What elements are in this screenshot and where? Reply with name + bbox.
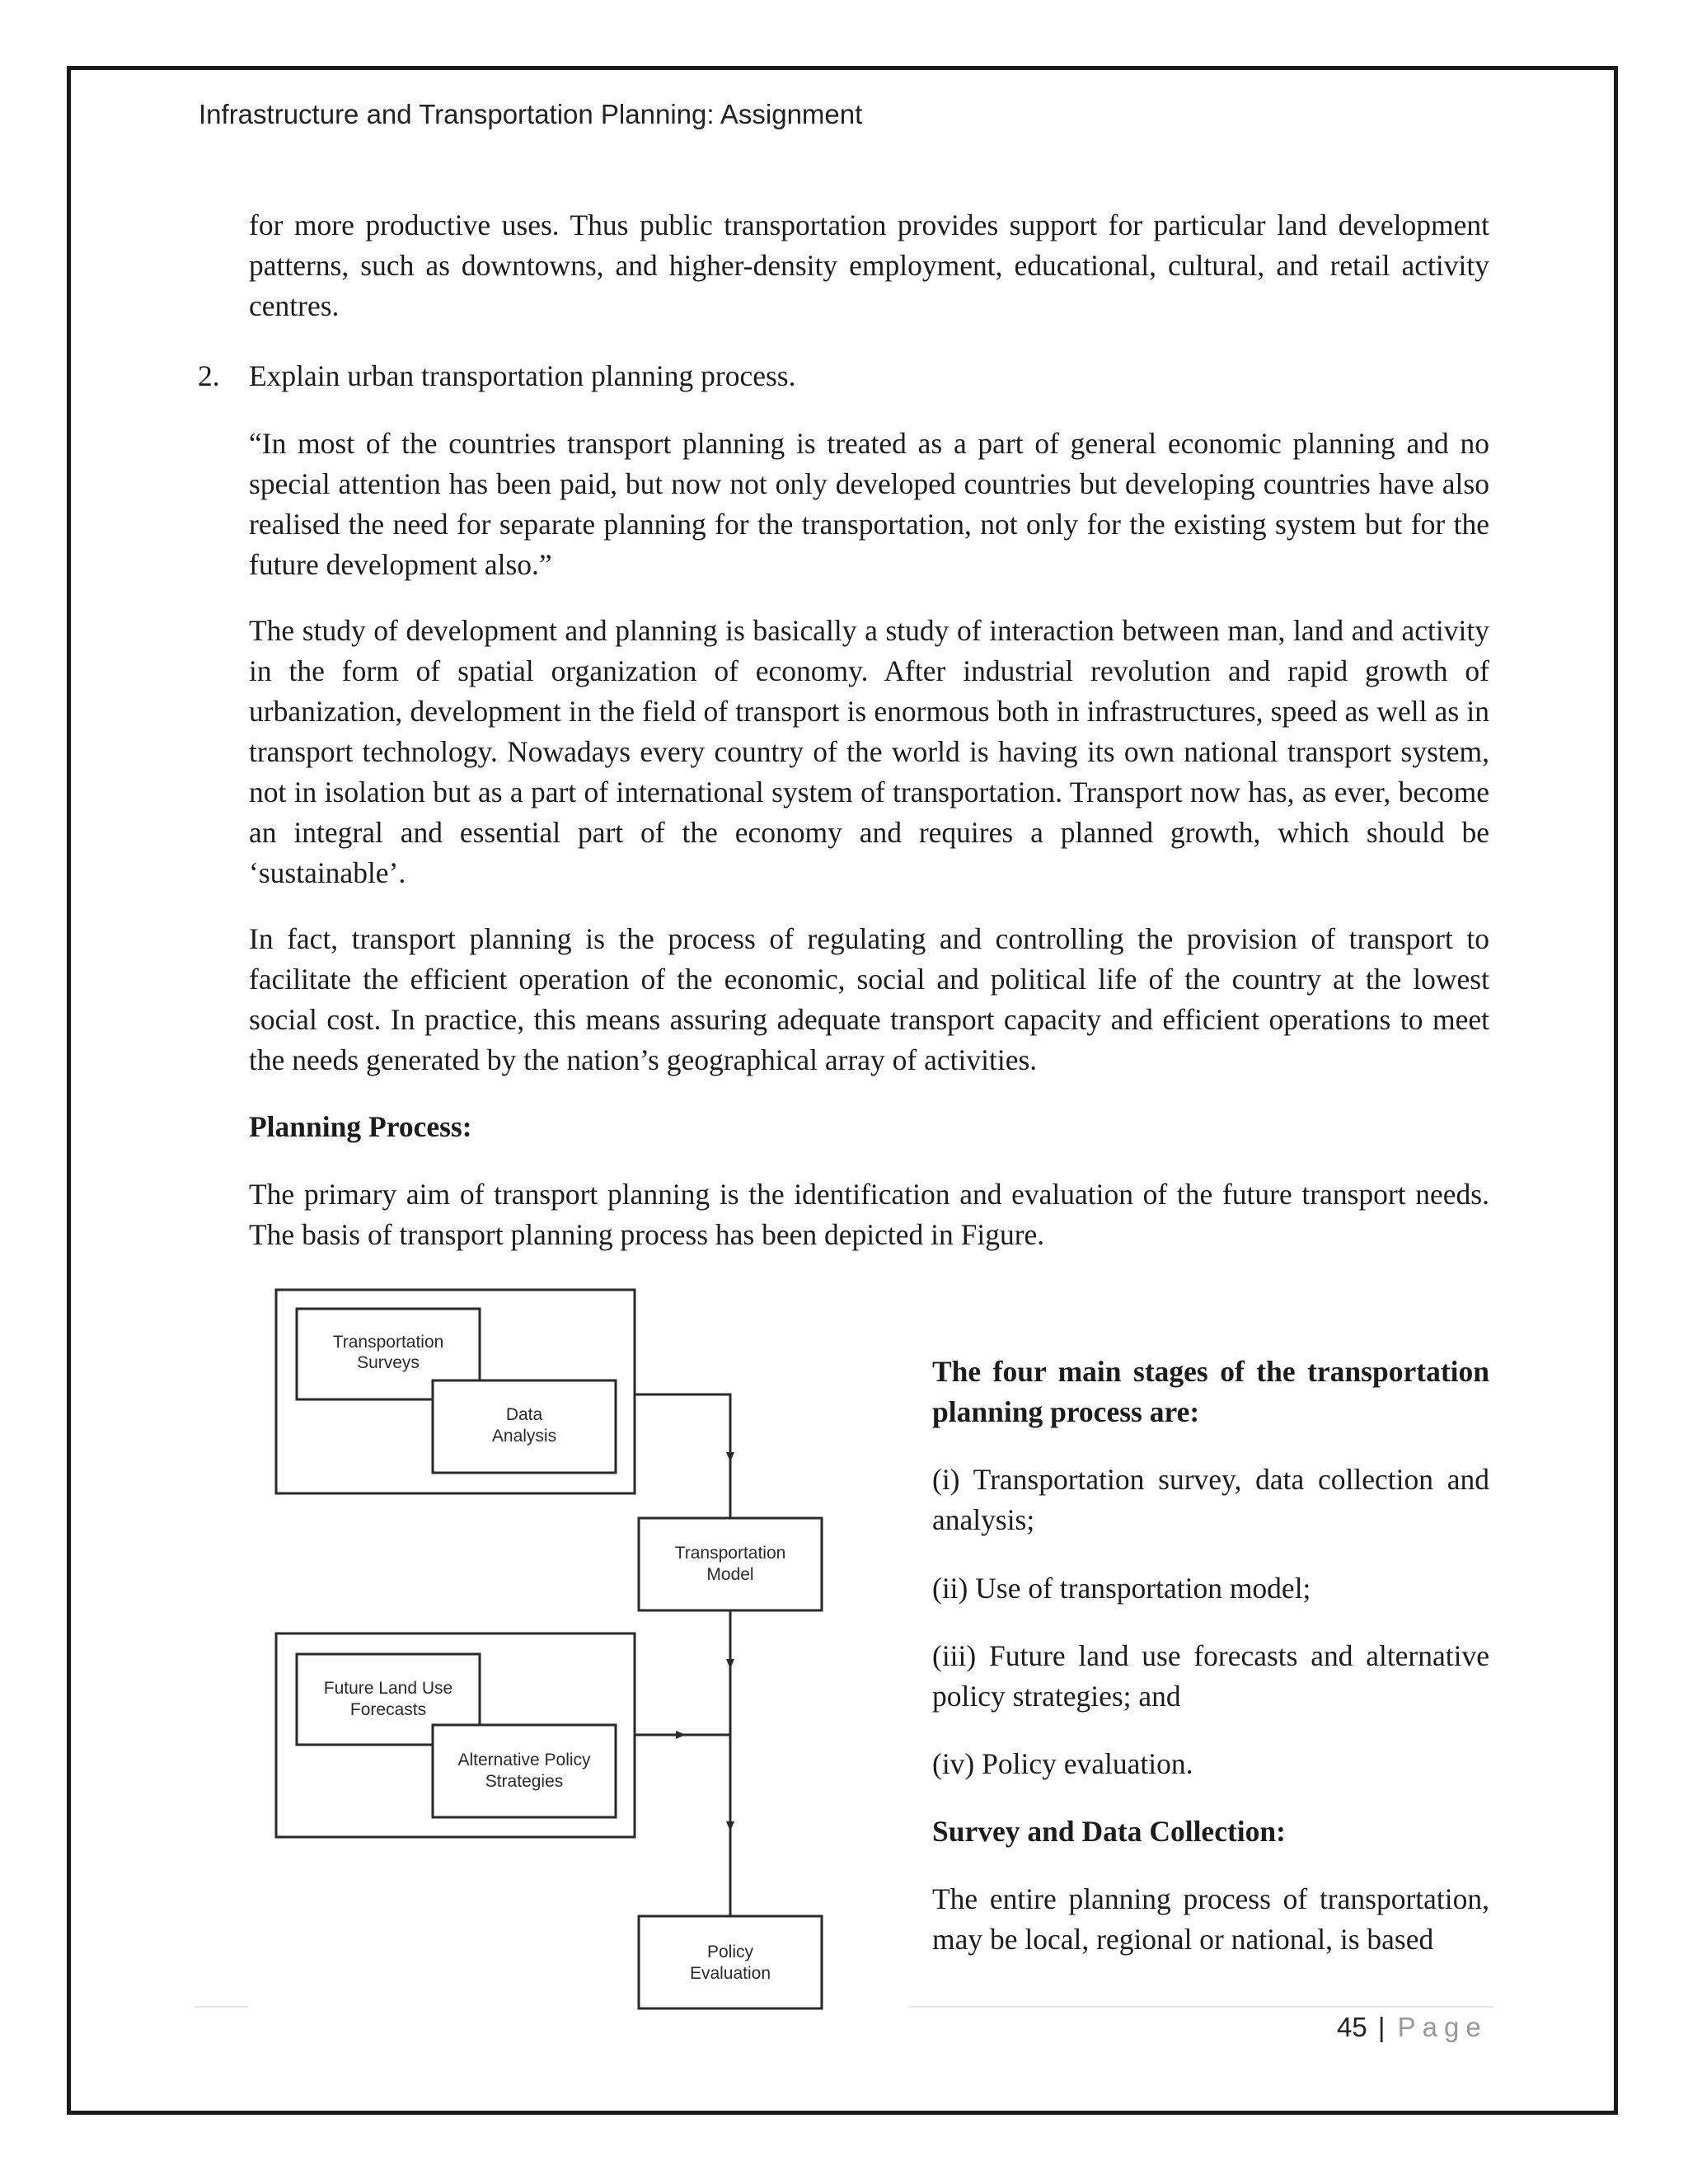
study-paragraph: The study of development and planning is basically a study of interaction between man, land and activity in the form of spatial organization of economy. After industrial revolution and rapid growth of urbanization, development in the field of transport is enormous both in infrastructures, speed as well as in transport technology. Nowadays every country of the world is having its own national transport system, not in isolation but as a part of international system of transportation. Transport now has, as ever, become an integral and essential part of the economy and requires a planned growth, which should be ‘sustainable’. xyxy=(249,614,1489,889)
arrow-head-3 xyxy=(676,1731,686,1739)
label-model-2: Model xyxy=(706,1565,754,1584)
stage-2: (ii) Use of transportation model; xyxy=(932,1572,1311,1605)
page-number-separator: | xyxy=(1377,2012,1386,2042)
label-eval-1: Policy xyxy=(706,1943,754,1961)
question-text: Explain urban transportation planning process. xyxy=(249,359,796,392)
planning-process-figure xyxy=(264,1273,841,2015)
arrow-head-2 xyxy=(726,1659,734,1669)
question-number: 2. xyxy=(198,359,220,392)
footer-rule-right xyxy=(908,2006,1493,2008)
label-eval-2: Evaluation xyxy=(689,1964,771,1983)
arrow-head-1 xyxy=(726,1452,734,1462)
label-landuse-2: Forecasts xyxy=(349,1700,427,1719)
stage-3: (iii) Future land use forecasts and alternative policy strategies; and xyxy=(932,1639,1489,1713)
arrow-head-4 xyxy=(726,1821,734,1831)
stage-4: (iv) Policy evaluation. xyxy=(932,1747,1193,1780)
label-policy-1: Alternative Policy xyxy=(457,1750,591,1769)
label-data-2: Analysis xyxy=(491,1427,557,1446)
label-policy-2: Strategies xyxy=(485,1772,564,1791)
label-surveys-2: Surveys xyxy=(357,1353,420,1372)
box-transportation-model xyxy=(639,1518,822,1610)
page-number-value: 45 xyxy=(1337,2012,1367,2042)
stage-1: (i) Transportation survey, data collection and analysis; xyxy=(932,1463,1489,1536)
label-surveys-1: Transportation xyxy=(332,1333,444,1352)
footer-rule-left xyxy=(195,2006,248,2008)
box-policy-evaluation xyxy=(639,1916,822,2008)
page-header: Infrastructure and Transportation Planning: Assignment xyxy=(199,99,863,129)
label-data-1: Data xyxy=(505,1405,543,1424)
stages-heading: The four main stages of the transportation planning process are: xyxy=(932,1355,1489,1428)
paragraph-continuation: for more productive uses. Thus public transportation provides support for particular land development patterns, such as downtowns, and higher-density employment, educational, cultural, and retail activity centres. xyxy=(249,209,1489,322)
infact-paragraph: In fact, transport planning is the process of regulating and controlling the provision of transport to facilitate the efficient operation of the economic, social and political life of the country at the lowest social cost. In practice, this means assuring adequate transport capacity and efficient operations to meet the needs generated by the nation’s geographical array of activities. xyxy=(249,922,1489,1076)
survey-heading: Survey and Data Collection: xyxy=(932,1815,1286,1848)
quote-paragraph: “In most of the countries transport planning is treated as a part of general economic planning and no special attention has been paid, but now not only developed countries but developing countries have also realised the need for separate planning for the transportation, not only for the existing system but for the future development also.” xyxy=(249,427,1489,581)
primary-aim-paragraph: The primary aim of transport planning is the identification and evaluation of the future transport needs. The basis of transport planning process has been depicted in Figure. xyxy=(249,1178,1489,1251)
survey-paragraph: The entire planning process of transportation, may be local, regional or national, is based xyxy=(932,1882,1489,1956)
planning-process-heading: Planning Process: xyxy=(249,1110,472,1143)
label-model-1: Transportation xyxy=(674,1544,786,1563)
page-number xyxy=(1337,2012,1488,2043)
label-landuse-1: Future Land Use xyxy=(323,1679,453,1698)
connector-top xyxy=(635,1394,730,1518)
page-word: Page xyxy=(1397,2012,1488,2042)
box-alternative-policy xyxy=(433,1725,616,1817)
